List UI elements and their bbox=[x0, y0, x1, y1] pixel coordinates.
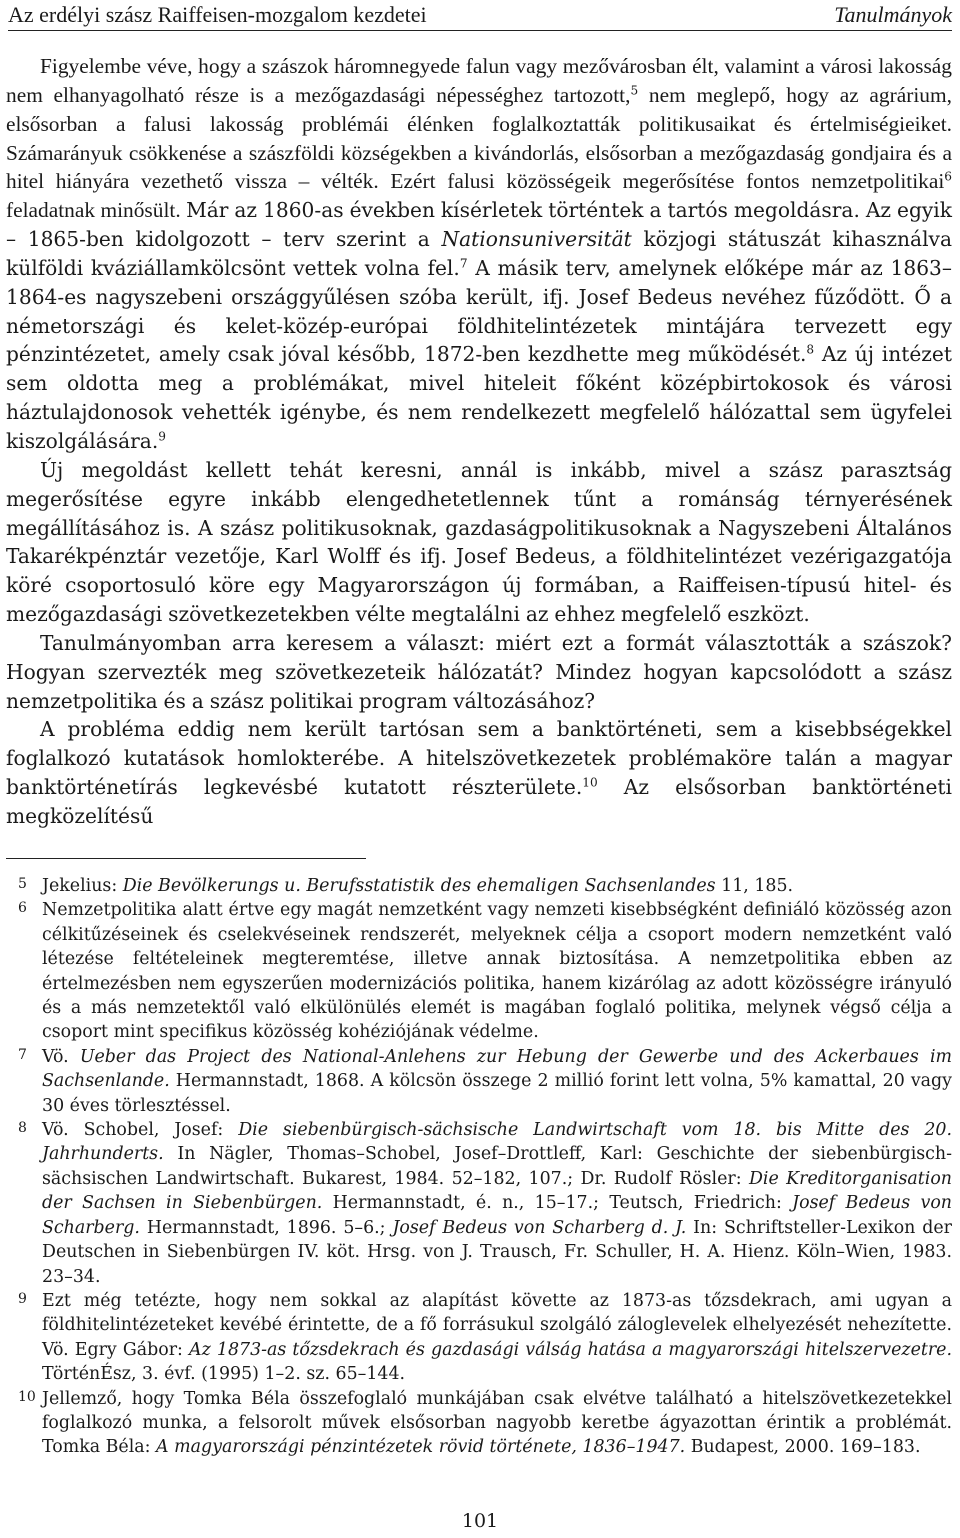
text-run: A probléma eddig nem került tartósan sem a banktörténeti, sem a kisebbségekkel foglalkozó kutatások homlokterébe. A hitelszövetkezetek problémaköre talán a magyar banktörténetírás legkevésbé kutatott részterülete. bbox=[6, 717, 952, 800]
section-label: Tanulmányok bbox=[834, 2, 952, 27]
text-run: In: Schriftsteller-Lexikon der Deutschen in Siebenbürgen IV. köt. Hrsg. von J. Trausch, Fr. Schuller, H. A. Hienz. Köln–Wien, 1983. 23–34. bbox=[42, 1217, 952, 1287]
text-run: Jellemző, hogy Tomka Béla összefoglaló munkájában csak elvétve található a hitelszövetkezetekkel foglalkozó munka, a felsorolt művek elsősorban nagyobb keretbe ágyazottan érintik a problémát. Tomka Béla: bbox=[42, 1388, 952, 1458]
footnote-number: 10 bbox=[18, 1388, 36, 1405]
running-title: Az erdélyi szász Raiffeisen-mozgalom kezdetei bbox=[8, 2, 427, 27]
footnote-ref[interactable]: 8 bbox=[806, 343, 815, 358]
text-run-italic: Az 1873-as tőzsdekrach és gazdasági válság hatása a magyarországi hitelszervezetre. bbox=[189, 1339, 952, 1360]
text-run: 11, 185. bbox=[715, 876, 794, 896]
text-run-italic: Die siebenbürgisch-sächsische Landwirtschaft vom 18. bis Mitte des 20. Jahrhunderts. bbox=[42, 1120, 952, 1165]
text-run: feladatnak minősült. bbox=[6, 198, 187, 223]
footnote-10 bbox=[6, 1387, 952, 1460]
text-run-italic: A magyarországi pénzintézetek rövid története, 1836–1947. bbox=[156, 1437, 686, 1458]
paragraph-2: Új megoldást kellett tehát keresni, annál is inkább, mivel a szász parasztság megerősítése egyre inkább elengedhetetlennek tűnt a románság térnyerésének megállításához is. A szász politikusoknak, gazdaságpolitikusoknak a Nagyszebeni Általános Takarékpénztár vezetője, Karl Wolff és ifj. Josef Bedeus, a földhitelintézet vezérigazgatója köré csoportosuló köre egy Magyarországon új formában, a Raiffeisen-típusú hitel- és mezőgazdasági szövetkezetekben vélte megtalálni az ehhez megfelelő eszközt. bbox=[6, 457, 952, 627]
footnote-text bbox=[42, 1045, 952, 1118]
footnote-ref[interactable]: 7 bbox=[459, 256, 468, 271]
footnote-text bbox=[42, 1387, 952, 1460]
main-text bbox=[6, 52, 952, 831]
footnote-text bbox=[42, 1118, 952, 1289]
footnote-divider bbox=[6, 858, 366, 859]
text-run: In Nägler, Thomas–Schobel, Josef–Drottleff, Karl: Geschichte der siebenbürgisch-sächsischen Landwirtschaft. Bukarest, 1984. 52–182, 107.; Dr. Rudolf Rösler: bbox=[42, 1144, 952, 1189]
footnote-ref[interactable]: 10 bbox=[582, 775, 598, 790]
footnote-number: 8 bbox=[18, 1120, 27, 1137]
footnote-text bbox=[42, 874, 952, 898]
text-run-italic: Die Bevölkerungs u. Berufsstatistik des ehemaligen Sachsenlandes bbox=[122, 876, 716, 896]
text-run: Hermannstadt, 1896. 5–6.; bbox=[139, 1217, 393, 1238]
footnote-ref[interactable]: 6 bbox=[944, 170, 952, 185]
text-run: Vö. bbox=[42, 1046, 80, 1067]
text-run-italic: Die Kreditorganisation der Sachsen in Siebenbürgen. bbox=[42, 1168, 953, 1214]
footnote-number: 7 bbox=[18, 1046, 27, 1063]
paragraph-1 bbox=[6, 52, 952, 456]
footnote-8 bbox=[6, 1118, 952, 1289]
text-run-italic: Josef Bedeus von Scharberg. bbox=[42, 1193, 952, 1238]
text-run-italic: Nationsuniversität bbox=[441, 227, 632, 252]
text-run: Budapest, 2000. 169–183. bbox=[685, 1437, 921, 1458]
footnote-ref[interactable]: 5 bbox=[630, 83, 639, 98]
footnote-text: Nemzetpolitika alatt értve egy magát nemzetként vagy nemzeti kisebbségként definiáló közösség azon célkitűzéseinek és cselekvéseinek rendszerét, melyeknek célja a csoport modern nemzetként való létezése feltételeinek megteremtése, illetve annak biztosítása. A nemzetpolitika ebben az értelmezésben nem egyszerűen modernizációs politika, hanem kizárólag az adott közösségre irányuló és a más nemzetektől való elkülönülés elemét is magában foglaló politika, melynek végső célja a csoport mint specifikus közösség kohéziójának védelme. bbox=[42, 900, 952, 1043]
text-run: Jekelius: bbox=[42, 876, 123, 896]
running-header bbox=[8, 0, 952, 31]
text-run: közjogi státuszát kihasználva külföldi kváziállamkölcsönt vettek volna fel. bbox=[6, 227, 952, 280]
footnote-7 bbox=[6, 1045, 952, 1118]
footnote-5 bbox=[6, 874, 952, 898]
footnote-text bbox=[42, 1289, 952, 1387]
text-run: Ezt még tetézte, hogy nem sokkal az alapítást követte az 1873-as tőzsdekrach, ami ugyan a földhitelintézeteket kevébé érintette, de a fő forrásukul szolgáló záloglevelek elhelyezését nehezítette. Vö. Egry Gábor: bbox=[42, 1290, 952, 1360]
text-run: nem meglepő, hogy az agrárium, elsősorban a falusi lakosság problémái élénken foglalkoztatták politikusaikat és értelmiségieiket. Számarányuk csökkenése a szászföldi községekben a kivándorlás, elsősorban a mezőgazdaság gondjaira és a hitel hiányára vezethető vissza – vélték. Ezért falusi közösségeik megerősítése fontos nemzetpolitikai bbox=[6, 82, 952, 194]
text-run: Az új intézet sem oldotta meg a problémákat, mivel hiteleit főként középbirtokosok és városi háztulajdonosok vehették igénybe, és nem rendelkezett megfelelő hálózattal sem ügyfelei kiszolgálására. bbox=[6, 342, 952, 453]
paragraph-3: Tanulmányomban arra keresem a választ: miért ezt a formát választották a szászok? Hogyan szervezték meg szövetkezeteik hálózatát? Mindez hogyan kapcsolódott a szász nemzetpolitika és a szász politikai program változásához? bbox=[6, 630, 952, 713]
text-run: A másik terv, amelynek előképe már az 1863–1864-es nagyszebeni országgyűlésen szóba került, ifj. Josef Bedeus nevéhez fűződött. Ő a németországi és kelet-közép-európai földhitelintézetek mintájára tervezett egy pénzintézetet, amely csak jóval később, 1872-ben kezdhette meg működését. bbox=[6, 255, 952, 367]
text-run: Az elsősorban banktörténeti megközelítésű bbox=[6, 775, 952, 828]
text-run: Hermannstadt, é. n., 15–17.; Teutsch, Friedrich: bbox=[322, 1193, 793, 1214]
text-run: Már az 1860-as években kísérletek történtek a tartós megoldásra. Az egyik – 1865-ben kidolgozott – terv szerint a bbox=[6, 198, 952, 252]
footnote-number: 9 bbox=[18, 1290, 27, 1307]
text-run: Hermannstadt, 1868. A kölcsön összege 2 millió forint lett volna, 5% kamattal, 20 vagy 30 éves törlesztéssel. bbox=[42, 1071, 952, 1116]
text-run: Vö. Schobel, Josef: bbox=[42, 1120, 239, 1141]
text-run: Figyelembe véve, hogy a szászok háromnegyede falun vagy mezővárosban élt, valamint a városi lakosság nem elhanyagolható része is a mezőgazdasági népességhez tartozott, bbox=[6, 54, 952, 107]
paragraph-4 bbox=[6, 715, 952, 830]
text-run: TörténÉsz, 3. évf. (1995) 1–2. sz. 65–144. bbox=[42, 1364, 406, 1385]
footnotes bbox=[6, 874, 952, 1460]
page-number: 101 bbox=[461, 1510, 499, 1532]
footnote-ref[interactable]: 9 bbox=[158, 429, 166, 444]
footnote-number: 5 bbox=[18, 876, 27, 892]
footnote-9 bbox=[6, 1289, 952, 1387]
text-run-italic: Ueber das Project des National-Anlehens zur Hebung der Gewerbe und des Ackerbaues im Sachsenlande. bbox=[42, 1046, 952, 1092]
text-run-italic: Josef Bedeus von Scharberg d. J. bbox=[392, 1217, 687, 1238]
footnote-number: 6 bbox=[18, 900, 27, 917]
footnote-6 bbox=[6, 898, 952, 1044]
